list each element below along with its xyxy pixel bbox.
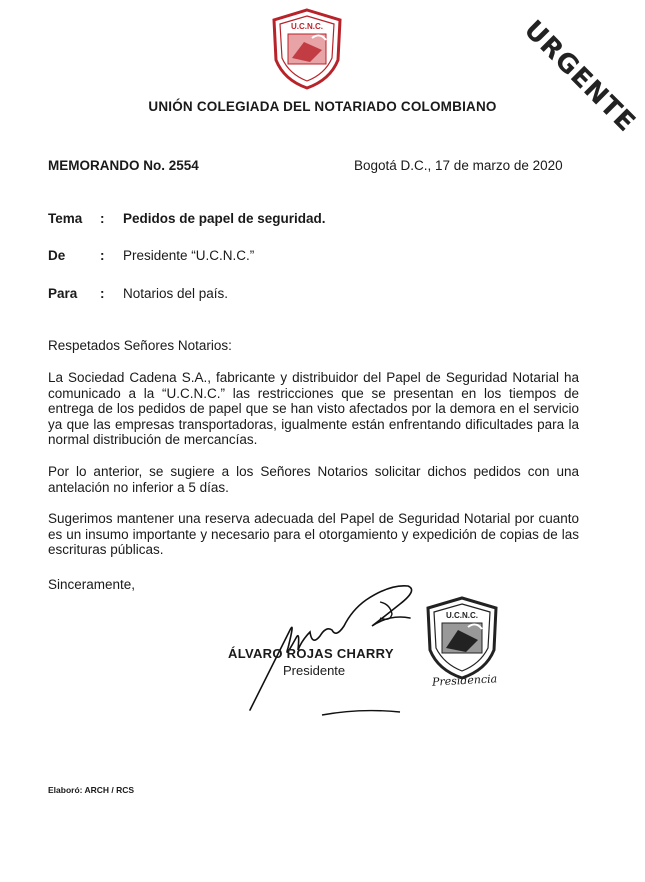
urgente-stamp: URGENTE (517, 14, 642, 139)
para-label: Para (48, 286, 78, 301)
ucnc-logo (270, 8, 344, 90)
para-colon: : (100, 286, 105, 301)
de-label: De (48, 248, 66, 263)
memo-date: Bogotá D.C., 17 de marzo de 2020 (354, 158, 563, 173)
de-colon: : (100, 248, 105, 263)
organization-title: UNIÓN COLEGIADA DEL NOTARIADO COLOMBIANO (148, 99, 497, 114)
signer-name: ÁLVARO ROJAS CHARRY (228, 646, 394, 661)
salutation: Respetados Señores Notarios: (48, 338, 232, 353)
memo-number: MEMORANDO No. 2554 (48, 158, 199, 173)
closing: Sinceramente, (48, 577, 136, 592)
presidencia-seal (424, 596, 500, 680)
seal-script-text: Presidencia (431, 672, 498, 689)
tema-label: Tema (48, 211, 83, 226)
tema-colon: : (100, 211, 105, 226)
seal-text: U.C.N.C. (446, 611, 478, 620)
de-value: Presidente “U.C.N.C.” (123, 248, 255, 263)
body-paragraph-1: La Sociedad Cadena S.A., fabricante y distribuidor del Papel de Seguridad Notarial ha comunicado a la “U.C.N.C.” las restricciones que se presentan en los tiempos de entrega de los pedidos de papel que se han visto afectados por la demora en el servicio ya que las empresas transportadoras, igualmente están enfrentando dificultades para la normal distribución de mercancías. (48, 370, 579, 447)
para-value: Notarios del país. (123, 286, 229, 301)
body-paragraph-3: Sugerimos mantener una reserva adecuada del Papel de Seguridad Notarial por cuanto es un insumo importante y necesario para el otorgamiento y expedición de copias de las escrituras públicas. (48, 511, 579, 557)
body-paragraph-2: Por lo anterior, se sugiere a los Señores Notarios solicitar dichos pedidos con una antelación no inferior a 5 días. (48, 464, 579, 495)
logo-text: U.C.N.C. (291, 22, 323, 31)
handwritten-signature (240, 560, 440, 720)
signer-role: Presidente (283, 663, 346, 678)
elaboro-footer: Elaboró: ARCH / RCS (48, 785, 135, 795)
tema-value: Pedidos de papel de seguridad. (123, 211, 326, 226)
